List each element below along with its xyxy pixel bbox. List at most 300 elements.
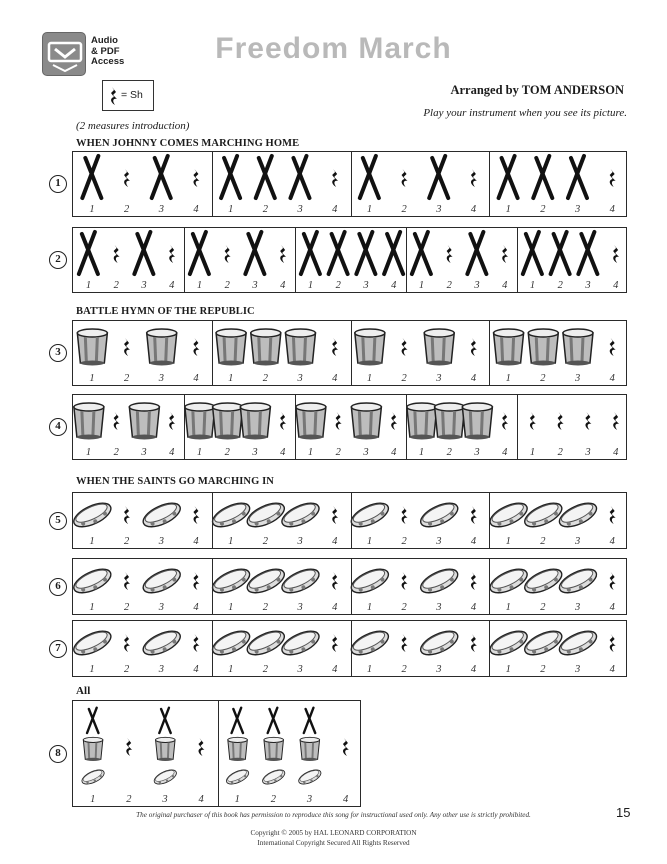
beat-number: 3 — [574, 204, 581, 215]
rhythm-sticks-icon — [329, 232, 348, 274]
beat-number: 1 — [505, 536, 511, 547]
quarter-rest-icon — [280, 412, 286, 430]
quarter-rest-icon — [169, 412, 175, 430]
rhythm-sticks-icon — [429, 156, 448, 198]
bar-line — [295, 228, 296, 292]
beat-number: 1 — [505, 204, 511, 215]
instruction-text: Play your instrument when you see its picture. — [423, 107, 627, 119]
quarter-rest-icon — [124, 572, 130, 590]
page-title: Freedom March — [215, 32, 452, 65]
beat-number: 1 — [529, 280, 536, 291]
all-instruments-icon — [224, 708, 250, 787]
bar-line — [351, 559, 352, 614]
drum-icon — [77, 329, 107, 366]
quarter-rest-icon — [109, 86, 119, 106]
tambourine-icon — [348, 564, 392, 597]
beat-number: 2 — [401, 602, 407, 613]
beat-number: 4 — [609, 204, 615, 215]
beat-number: 1 — [366, 536, 373, 547]
beat-number: 3 — [306, 794, 313, 805]
beat-number: 1 — [89, 204, 95, 215]
row-number-7: 7 — [49, 640, 67, 658]
quarter-rest-icon — [332, 634, 338, 652]
row-number-6: 6 — [49, 578, 67, 596]
drum-icon — [240, 403, 270, 440]
rhythm-row-7 — [72, 620, 627, 677]
beat-number: 4 — [193, 204, 199, 215]
quarter-rest-icon — [610, 506, 616, 524]
beat-number: 2 — [124, 204, 130, 215]
tambourine-icon — [556, 626, 600, 659]
quarter-rest-icon — [124, 338, 130, 356]
beat-number: 3 — [297, 373, 303, 384]
page-number: 15 — [616, 805, 631, 820]
beat-number: 4 — [332, 664, 338, 675]
beat-number: 4 — [193, 536, 199, 547]
drum-icon — [285, 329, 315, 366]
quarter-rest-icon — [332, 506, 338, 524]
beat-number: 4 — [391, 280, 397, 291]
bar-line — [406, 228, 407, 292]
quarter-rest-icon — [402, 634, 408, 652]
quarter-rest-icon — [193, 506, 199, 524]
beat-number: 3 — [158, 536, 164, 547]
beat-number: 1 — [228, 664, 234, 675]
beat-number: 2 — [335, 280, 341, 291]
beat-number: 1 — [228, 204, 234, 215]
rhythm-sticks-icon — [499, 156, 518, 198]
row-number-5: 5 — [49, 512, 67, 530]
drum-icon — [185, 403, 215, 440]
beat-number: 4 — [280, 447, 286, 458]
beat-number: 2 — [557, 280, 563, 291]
beat-number: 2 — [124, 373, 130, 384]
rest-key-label: = Sh — [121, 89, 143, 101]
rhythm-sticks-icon — [221, 156, 240, 198]
beat-number: 2 — [540, 373, 546, 384]
rhythm-row-5 — [72, 492, 627, 549]
quarter-rest-icon — [610, 634, 616, 652]
drum-icon — [494, 329, 524, 366]
all-instruments-icon — [80, 708, 106, 787]
bar-line — [351, 493, 352, 548]
beat-number: 2 — [262, 373, 269, 384]
beat-number: 2 — [113, 447, 119, 458]
beat-number: 3 — [297, 602, 303, 613]
quarter-rest-icon — [502, 412, 508, 430]
beat-number: 3 — [162, 794, 168, 805]
quarter-rest-icon — [114, 412, 120, 430]
rhythm-sticks-icon — [360, 156, 379, 198]
rhythm-sticks-icon — [245, 232, 264, 274]
quarter-rest-icon — [336, 412, 342, 430]
tambourine-icon — [348, 626, 392, 659]
bar-line — [295, 395, 296, 459]
quarter-rest-icon — [193, 572, 199, 590]
drum-icon — [74, 403, 104, 440]
drum-icon — [563, 329, 593, 366]
rhythm-sticks-icon — [152, 156, 171, 198]
tambourine-icon — [487, 564, 531, 597]
rhythm-sticks-icon — [551, 232, 570, 274]
quarter-rest-icon — [332, 169, 338, 187]
beat-number: 1 — [234, 794, 240, 805]
bar-line — [406, 395, 407, 459]
quarter-rest-icon — [124, 169, 130, 187]
section-title-saints: WHEN THE SAINTS GO MARCHING IN — [76, 476, 274, 487]
beat-number: 4 — [470, 373, 477, 384]
tambourine-icon — [417, 564, 461, 597]
tambourine-icon — [348, 498, 392, 531]
beat-number: 2 — [224, 280, 230, 291]
intro-note: (2 measures introduction) — [76, 120, 190, 132]
quarter-rest-icon — [198, 738, 204, 756]
tambourine-icon — [521, 626, 565, 659]
beat-number: 1 — [85, 280, 92, 291]
beat-number: 1 — [196, 280, 203, 291]
beat-number: 2 — [540, 602, 546, 613]
drum-icon — [424, 329, 454, 366]
bar-line — [489, 493, 490, 548]
bar-line — [212, 321, 213, 385]
beat-number: 1 — [89, 664, 95, 675]
beat-number: 1 — [418, 447, 425, 458]
copyright-line-2: International Copyright Secured All Rights Reserved — [257, 839, 410, 847]
beat-number: 1 — [85, 447, 92, 458]
rhythm-row-2 — [72, 227, 627, 293]
beat-number: 1 — [307, 447, 314, 458]
beat-number: 1 — [366, 602, 373, 613]
bar-line — [212, 152, 213, 216]
beat-number: 1 — [366, 373, 373, 384]
tambourine-icon — [279, 498, 323, 531]
rhythm-sticks-icon — [356, 232, 375, 274]
drum-icon — [251, 329, 281, 366]
drum-icon — [528, 329, 558, 366]
beat-number: 4 — [391, 447, 397, 458]
rhythm-sticks-icon — [290, 156, 309, 198]
all-instruments-icon — [297, 708, 323, 787]
beat-number: 1 — [196, 447, 203, 458]
beat-number: 1 — [505, 602, 511, 613]
tambourine-icon — [521, 498, 565, 531]
quarter-rest-icon — [332, 338, 338, 356]
bar-line — [517, 228, 518, 292]
beat-number: 4 — [609, 664, 615, 675]
beat-number: 4 — [193, 602, 199, 613]
beat-number: 1 — [89, 373, 95, 384]
beat-number: 3 — [474, 280, 480, 291]
quarter-rest-icon — [610, 338, 616, 356]
beat-number: 1 — [228, 602, 234, 613]
beat-number: 1 — [89, 536, 95, 547]
beat-number: 4 — [193, 373, 199, 384]
beat-number: 4 — [198, 794, 204, 805]
beat-number: 3 — [158, 664, 164, 675]
arranger-credit: Arranged by TOM ANDERSON — [450, 83, 624, 97]
quarter-rest-icon — [471, 572, 477, 590]
row-number-1: 1 — [49, 175, 67, 193]
tambourine-icon — [70, 564, 114, 597]
beat-number: 4 — [193, 664, 199, 675]
tambourine-icon — [244, 498, 288, 531]
quarter-rest-icon — [558, 412, 564, 430]
beat-number: 2 — [262, 204, 269, 215]
quarter-rest-icon — [391, 412, 397, 430]
quarter-rest-icon — [402, 169, 408, 187]
quarter-rest-icon — [471, 634, 477, 652]
bar-line — [351, 621, 352, 676]
access-line-3: Access — [91, 56, 125, 67]
quarter-rest-icon — [114, 245, 120, 263]
beat-number: 1 — [529, 447, 536, 458]
beat-number: 3 — [436, 664, 442, 675]
bar-line — [351, 152, 352, 216]
drum-icon — [435, 403, 465, 440]
rhythm-sticks-icon — [82, 156, 101, 198]
quarter-rest-icon — [613, 412, 619, 430]
beat-number: 1 — [228, 536, 234, 547]
quarter-rest-icon — [402, 572, 408, 590]
beat-number: 3 — [158, 373, 164, 384]
quarter-rest-icon — [193, 634, 199, 652]
quarter-rest-icon — [585, 412, 591, 430]
quarter-rest-icon — [332, 572, 338, 590]
beat-number: 4 — [470, 204, 477, 215]
tambourine-icon — [417, 626, 461, 659]
beat-number: 4 — [470, 602, 477, 613]
beat-number: 4 — [332, 373, 338, 384]
quarter-rest-icon — [402, 338, 408, 356]
beat-number: 1 — [89, 602, 95, 613]
beat-number: 2 — [262, 602, 269, 613]
rhythm-row-4 — [72, 394, 627, 460]
beat-number: 2 — [224, 447, 230, 458]
bar-line — [517, 395, 518, 459]
drum-icon — [213, 403, 243, 440]
beat-number: 1 — [505, 373, 511, 384]
beat-number: 1 — [418, 280, 425, 291]
quarter-rest-icon — [193, 338, 199, 356]
beat-number: 3 — [252, 447, 258, 458]
quarter-rest-icon — [343, 738, 349, 756]
rhythm-sticks-icon — [134, 232, 153, 274]
beat-number: 3 — [436, 536, 442, 547]
bar-line — [489, 559, 490, 614]
beat-number: 4 — [470, 664, 477, 675]
beat-number: 4 — [609, 602, 615, 613]
rhythm-sticks-icon — [523, 232, 542, 274]
beat-number: 4 — [332, 536, 338, 547]
drum-icon — [351, 403, 381, 440]
beat-number: 1 — [307, 280, 314, 291]
beat-number: 2 — [270, 794, 276, 805]
access-line-1: Audio — [91, 35, 118, 46]
rhythm-sticks-icon — [384, 232, 403, 274]
rhythm-row-1 — [72, 151, 627, 217]
beat-number: 3 — [158, 602, 164, 613]
access-line-2: & PDF — [91, 45, 120, 57]
beat-number: 3 — [585, 447, 591, 458]
bar-line — [212, 559, 213, 614]
quarter-rest-icon — [193, 169, 199, 187]
rhythm-sticks-icon — [301, 232, 320, 274]
rhythm-row-8 — [72, 700, 361, 807]
beat-number: 4 — [613, 280, 619, 291]
beat-number: 1 — [228, 373, 234, 384]
beat-number: 4 — [609, 536, 615, 547]
rhythm-row-6 — [72, 558, 627, 615]
beat-number: 4 — [280, 280, 286, 291]
rhythm-sticks-icon — [412, 232, 431, 274]
beat-number: 3 — [585, 280, 591, 291]
copyright-line-1: Copyright © 2005 by HAL LEONARD CORPORATION — [250, 829, 417, 837]
beat-number: 2 — [557, 447, 563, 458]
all-instruments-icon — [152, 708, 178, 787]
beat-number: 3 — [297, 664, 303, 675]
beat-number: 2 — [540, 664, 546, 675]
row-number-3: 3 — [49, 344, 67, 362]
beat-number: 1 — [90, 794, 96, 805]
beat-number: 2 — [401, 204, 407, 215]
beat-number: 4 — [169, 447, 175, 458]
bar-line — [218, 701, 219, 806]
bar-line — [184, 395, 185, 459]
beat-number: 2 — [335, 447, 341, 458]
beat-number: 2 — [126, 794, 132, 805]
drum-icon — [216, 329, 246, 366]
beat-number: 2 — [262, 664, 269, 675]
rhythm-sticks-icon — [190, 232, 209, 274]
quarter-rest-icon — [471, 169, 477, 187]
beat-number: 2 — [124, 664, 130, 675]
beat-number: 1 — [366, 204, 373, 215]
beat-number: 4 — [609, 373, 615, 384]
quarter-rest-icon — [447, 245, 453, 263]
drum-icon — [147, 329, 177, 366]
rhythm-sticks-icon — [533, 156, 552, 198]
tambourine-icon — [279, 564, 323, 597]
drum-icon — [407, 403, 437, 440]
beat-number: 4 — [332, 602, 338, 613]
beat-number: 3 — [297, 536, 303, 547]
bar-line — [212, 493, 213, 548]
beat-number: 3 — [574, 536, 581, 547]
quarter-rest-icon — [502, 245, 508, 263]
section-title-johnny: WHEN JOHNNY COMES MARCHING HOME — [76, 138, 300, 149]
row-icons-2 — [73, 228, 628, 294]
rhythm-row-3 — [72, 320, 627, 386]
row-number-2: 2 — [49, 251, 67, 269]
tambourine-icon — [209, 498, 253, 531]
beat-number: 3 — [297, 204, 303, 215]
beat-number: 4 — [342, 794, 349, 805]
beat-number: 3 — [574, 664, 581, 675]
quarter-rest-icon — [530, 412, 536, 430]
quarter-rest-icon — [471, 506, 477, 524]
bar-line — [489, 321, 490, 385]
beat-number: 3 — [252, 280, 258, 291]
quarter-rest-icon — [124, 506, 130, 524]
tambourine-icon — [487, 626, 531, 659]
beat-number: 3 — [436, 204, 442, 215]
row-icons-4 — [73, 395, 628, 461]
tambourine-icon — [244, 626, 288, 659]
quarter-rest-icon — [124, 634, 130, 652]
beat-number: 3 — [363, 447, 369, 458]
beat-number: 2 — [262, 536, 269, 547]
beat-number: 2 — [124, 602, 130, 613]
row-number-8: 8 — [49, 745, 67, 763]
bar-line — [212, 621, 213, 676]
quarter-rest-icon — [280, 245, 286, 263]
rhythm-sticks-icon — [467, 232, 486, 274]
all-instruments-icon — [261, 708, 287, 787]
beat-number: 2 — [401, 373, 407, 384]
tambourine-icon — [140, 564, 184, 597]
beat-number: 2 — [446, 280, 452, 291]
bar-line — [489, 152, 490, 216]
bar-line — [184, 228, 185, 292]
section-title-battle: BATTLE HYMN OF THE REPUBLIC — [76, 306, 255, 317]
beat-number: 3 — [474, 447, 480, 458]
section-title-all: All — [76, 685, 91, 697]
rhythm-sticks-icon — [256, 156, 275, 198]
beat-number: 4 — [502, 447, 508, 458]
tambourine-icon — [279, 626, 323, 659]
beat-number: 4 — [470, 536, 477, 547]
beat-number: 2 — [124, 536, 130, 547]
drum-icon — [129, 403, 159, 440]
tambourine-icon — [140, 626, 184, 659]
quarter-rest-icon — [402, 506, 408, 524]
quarter-rest-icon — [126, 738, 132, 756]
beat-number: 3 — [574, 373, 581, 384]
quarter-rest-icon — [610, 572, 616, 590]
beat-number: 3 — [141, 280, 147, 291]
drum-icon — [296, 403, 326, 440]
tambourine-icon — [209, 626, 253, 659]
permission-note: The original purchaser of this book has permission to reproduce this song for instructional used only. Any other use is strictly prohibited. — [136, 811, 531, 819]
beat-number: 4 — [502, 280, 508, 291]
beat-number: 2 — [113, 280, 119, 291]
quarter-rest-icon — [169, 245, 175, 263]
tambourine-icon — [70, 626, 114, 659]
beat-number: 1 — [505, 664, 511, 675]
beat-number: 3 — [363, 280, 369, 291]
quarter-rest-icon — [613, 245, 619, 263]
beat-number: 2 — [446, 447, 452, 458]
drum-icon — [462, 403, 492, 440]
beat-number: 1 — [366, 664, 373, 675]
bar-line — [489, 621, 490, 676]
beat-number: 4 — [613, 447, 619, 458]
rhythm-sticks-icon — [578, 232, 597, 274]
beat-number: 3 — [436, 373, 442, 384]
tambourine-icon — [70, 498, 114, 531]
beat-number: 4 — [169, 280, 175, 291]
rhythm-sticks-icon — [79, 232, 98, 274]
beat-number: 3 — [574, 602, 581, 613]
tambourine-icon — [487, 498, 531, 531]
tambourine-icon — [140, 498, 184, 531]
beat-number: 2 — [540, 204, 546, 215]
tambourine-icon — [209, 564, 253, 597]
row-number-4: 4 — [49, 418, 67, 436]
beat-number: 2 — [401, 664, 407, 675]
beat-number: 2 — [401, 536, 407, 547]
tambourine-icon — [556, 564, 600, 597]
